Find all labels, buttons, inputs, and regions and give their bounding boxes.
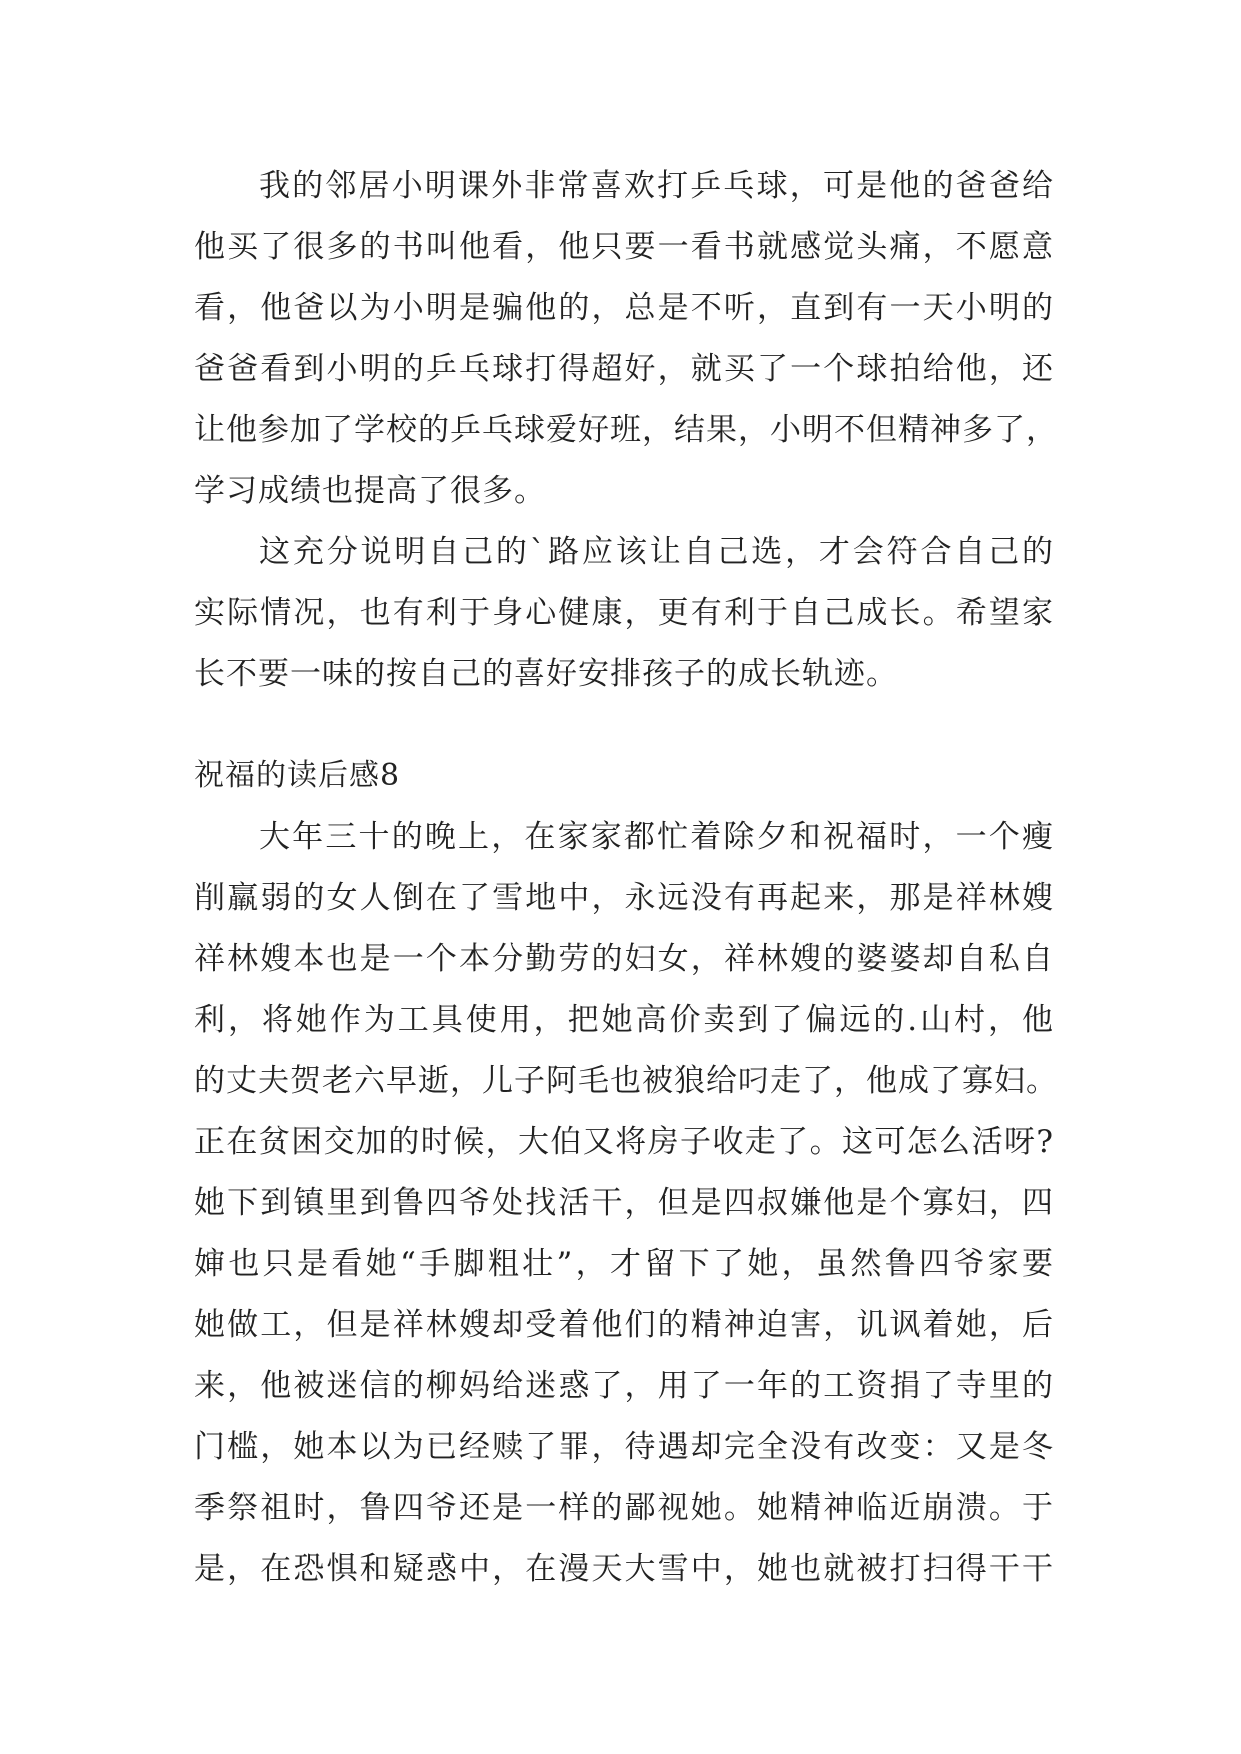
paragraph-3-line-5: 的丈夫贺老六早逝，儿子阿毛也被狼给叼走了，他成了寡妇。 [194,1063,1058,1099]
paragraph-1-line-3: 看，他爸以为小明是骗他的，总是不听，直到有一天小明的 [194,290,1054,326]
paragraph-3-line-12: 季祭祖时，鲁四爷还是一样的鄙视她。她精神临近崩溃。于 [194,1490,1054,1526]
paragraph-3-line-13: 是，在恐惧和疑惑中，在漫天大雪中，她也就被打扫得干干 [194,1551,1054,1587]
paragraph-2-line-3: 长不要一味的按自己的喜好安排孩子的成长轨迹。 [194,656,898,692]
paragraph-3-line-1: 大年三十的晚上，在家家都忙着除夕和祝福时，一个瘦 [259,819,1054,855]
paragraph-1-line-4: 爸爸看到小明的乒乓球打得超好，就买了一个球拍给他，还 [194,351,1054,387]
paragraph-3-line-11: 门槛，她本以为已经赎了罪，待遇却完全没有改变：又是冬 [194,1429,1054,1465]
paragraph-1-line-6: 学习成绩也提高了很多。 [194,473,546,509]
paragraph-2-line-1: 这充分说明自己的`路应该让自己选，才会符合自己的 [259,534,1054,570]
paragraph-3-line-3: 祥林嫂本也是一个本分勤劳的妇女，祥林嫂的婆婆却自私自 [194,941,1054,977]
section-heading: 祝福的读后感8 [194,758,401,793]
paragraph-3-line-7: 她下到镇里到鲁四爷处找活干，但是四叔嫌他是个寡妇，四 [194,1185,1054,1221]
paragraph-3-line-8: 婶也只是看她“手脚粗壮”，才留下了她，虽然鲁四爷家要 [194,1246,1054,1282]
paragraph-1-line-1: 我的邻居小明课外非常喜欢打乒乓球，可是他的爸爸给 [259,168,1054,204]
paragraph-2-line-2: 实际情况，也有利于身心健康，更有利于自己成长。希望家 [194,595,1054,631]
paragraph-1-line-2: 他买了很多的书叫他看，他只要一看书就感觉头痛，不愿意 [194,229,1054,265]
paragraph-3-line-6: 正在贫困交加的时候，大伯又将房子收走了。这可怎么活呀? [194,1124,1054,1160]
paragraph-3-line-9: 她做工，但是祥林嫂却受着他们的精神迫害，讥讽着她，后 [194,1307,1054,1343]
paragraph-3-line-10: 来，他被迷信的柳妈给迷惑了，用了一年的工资捐了寺里的 [194,1368,1054,1404]
paragraph-3-line-4: 利，将她作为工具使用，把她高价卖到了偏远的.山村，他 [194,1002,1054,1038]
paragraph-3-line-2: 削羸弱的女人倒在了雪地中，永远没有再起来，那是祥林嫂 [194,880,1054,916]
paragraph-1-line-5: 让他参加了学校的乒乓球爱好班，结果，小明不但精神多了， [194,412,1058,448]
